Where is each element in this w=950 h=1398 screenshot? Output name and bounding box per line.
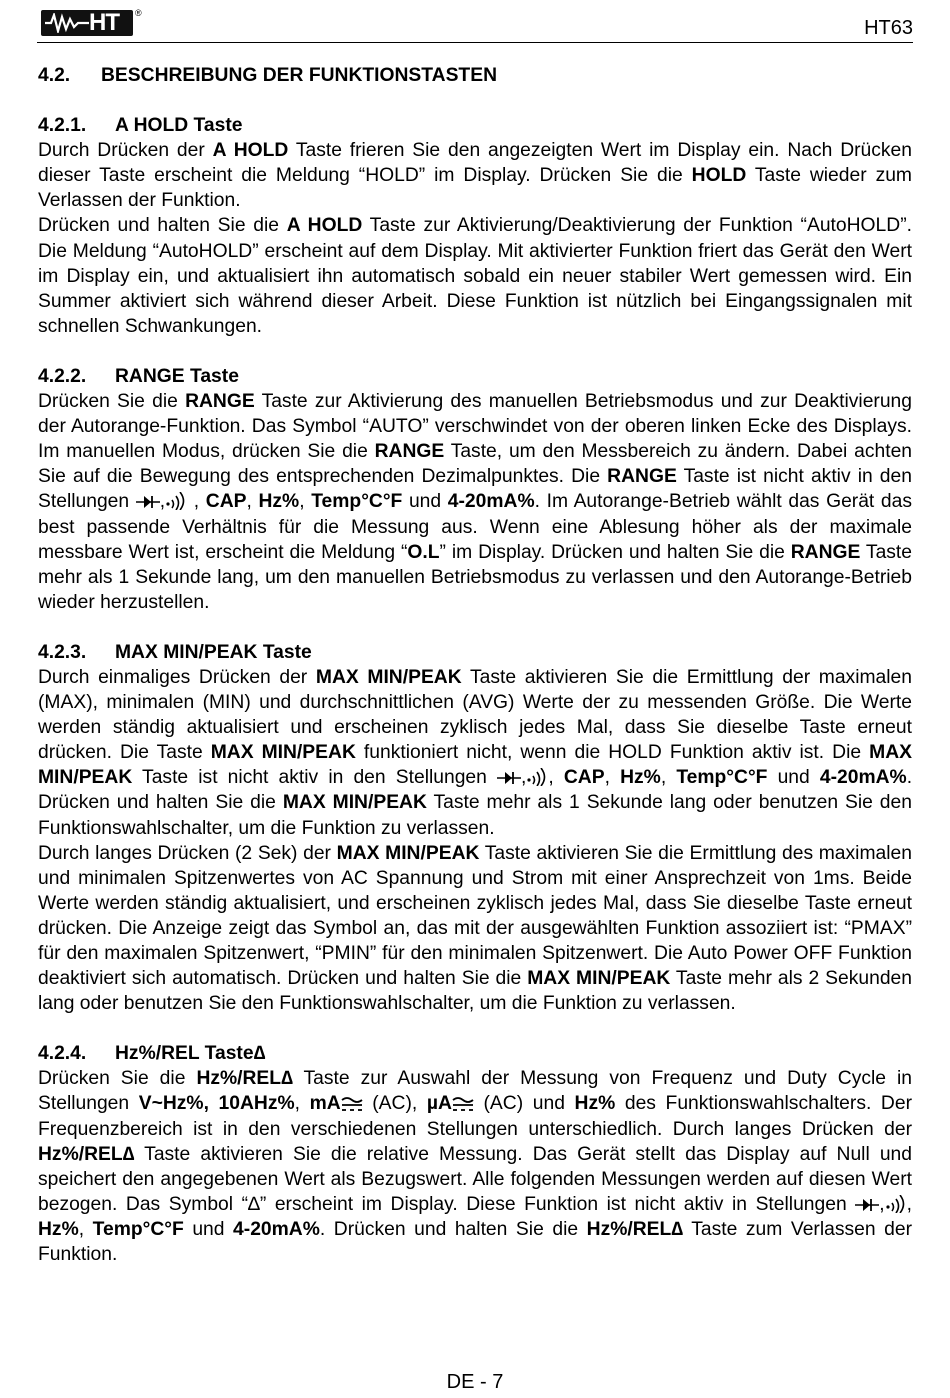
diode-icon — [497, 770, 521, 786]
heading-range: 4.2.2. RANGE Taste — [38, 365, 239, 387]
paragraph-hold-2: Drücken und halten Sie die A HOLD Taste zur Aktivierung/Deaktivierung der Funktion “AutoHOLD”. Die Meldung “AutoHOLD” erscheint auf dem Display. Mit aktivierter Funktion friert das Gerät den Wert im Display ein, und aktualisiert ihn automatisch sobald ein neuer stabiler Wert gemessen wird. Ein Summer aktiviert sich während dieser Arbeit. Diese Funktion ist nützlich bei Eingangssignalen mit schnellen Schwankungen. — [38, 215, 912, 337]
ac-dc-icon — [341, 1096, 363, 1112]
paragraph-hz-rel: Drücken Sie die Hz%/REL∆ Taste zur Auswahl der Messung von Frequenz und Duty Cycle in Stellungen V~Hz%, 10AHz%, mA (AC), µA (AC) und Hz% des Funktionswahlschalters. Der Frequenzbereich ist in den verschiedenen Stellungen unterschiedlich. Durch langes Drücken der Hz%/REL∆ Taste aktivieren Sie die relative Messung. Das Gerät stellt das Display auf Null und speichert den angegebenen Wert als Bezugswert. Alle folgenden Messungen werden auf diesen Wert bezogen. Das Symbol “∆” erscheint im Display. Diese Funktion ist nicht aktiv in Stellungen , , Hz%, Temp°C°F und 4-20mA%. Drücken und halten Sie die Hz%/REL∆ Taste zum Verlassen der Funktion. — [38, 1068, 912, 1266]
paragraph-maxmin-1: Durch einmaliges Drücken der MAX MIN/PEAK Taste aktivieren Sie die Ermittlung der maximalen (MAX), minimalen (MIN) und durchschnittlichen (AVG) Werte der zu messenden Größe. Die Werte werden ständig aktualisiert und erscheinen zyklisch jedes Mal, dass Sie dieselbe Taste erneut drücken. Die Taste MAX MIN/PEAK funktioniert nicht, wenn die HOLD Funktion aktiv ist. Die MAX MIN/PEAK Taste ist nicht aktiv in den Stellungen , , CAP, Hz%, Temp°C°F und 4-20mA%. Drücken und halten Sie die MAX MIN/PEAK Taste mehr als 1 Sekunde lang oder benutzen Sie den Funktionswahlschalter, um die Funktion zu verlassen. — [38, 666, 913, 839]
page-number: DE - 7 — [446, 1371, 504, 1393]
model-name: HT63 — [864, 17, 913, 39]
diode-icon — [855, 1197, 879, 1213]
section-heading: 4.2. BESCHREIBUNG DER FUNKTIONSTASTEN — [38, 65, 497, 86]
registered-mark: ® — [135, 8, 142, 18]
paragraph-range: Drücken Sie die RANGE Taste zur Aktivierung des manuellen Betriebsmodus und zur Deaktivierung der Autorange-Funktion. Das Symbol “AUTO” verschwindet von der oberen linken Ecke des Displays. Im manuellen Modus, drücken Sie die RANGE Taste, um den Messbereich zu ändern. Dabei achten Sie auf die Bewegung des entsprechenden Dezimalpunktes. Die RANGE Taste ist nicht aktiv in den Stellungen , , CAP, Hz%, Temp°C°F und 4-20mA%. Im Autorange-Betrieb wählt das Gerät das best passende Verhältnis für die Messung aus. Wenn eine Ablesung höher als der maximale messbare Wert ist, erscheint die Meldung “O.L” im Display. Drücken und halten Sie die RANGE Taste mehr als 1 Sekunde lang, um den manuellen Betriebsmodus zu verlassen und den Autorange-Betrieb wieder herzustellen. — [38, 391, 913, 613]
buzzer-icon — [885, 1195, 907, 1213]
document-body — [38, 63, 912, 1267]
ac-dc-icon — [452, 1096, 474, 1112]
paragraph-hold-1: Durch Drücken der A HOLD Taste frieren Sie den angezeigten Wert im Display ein. Nach Drücken dieser Taste erscheint die Meldung “HOLD” im Display. Drücken Sie die HOLD Taste wieder zum Verlassen der Funktion. — [38, 140, 912, 212]
paragraph-maxmin-2: Durch langes Drücken (2 Sek) der MAX MIN/PEAK Taste aktivieren Sie die Ermittlung des maximalen und minimalen Spitzenwertes von AC Spannung und Strom mit einer Ansprechzeit von 1ms. Beide Werte werden ständig aktualisiert, und erscheinen zyklisch jedes Mal, dass Sie dieselbe Taste erneut drücken. Die Anzeige zeigt das Symbol an, das mit der ausgewählten Funktion assoziiert ist: “PMAX” für den maximalen Spitzenwert, “PMIN” für den minimalen Spitzenwert. Die Auto Power OFF Funktion deaktiviert sich automatisch. Drücken und halten Sie die MAX MIN/PEAK Taste mehr als 2 Sekunden lang oder benutzen Sie den Funktionswahlschalter, um die Funktion zu verlassen. — [38, 842, 912, 1015]
buzzer-icon — [165, 492, 187, 510]
heading-hold: 4.2.1. A HOLD Taste — [38, 115, 243, 137]
logo-text: HT — [89, 10, 119, 36]
heading-hz-rel: 4.2.4. Hz%/REL Taste∆ — [38, 1043, 266, 1065]
diode-icon — [136, 494, 160, 510]
waveform-icon — [45, 13, 89, 33]
page-header — [37, 8, 913, 43]
heading-maxmin: 4.2.3. MAX MIN/PEAK Taste — [38, 641, 312, 663]
buzzer-icon — [526, 768, 548, 786]
